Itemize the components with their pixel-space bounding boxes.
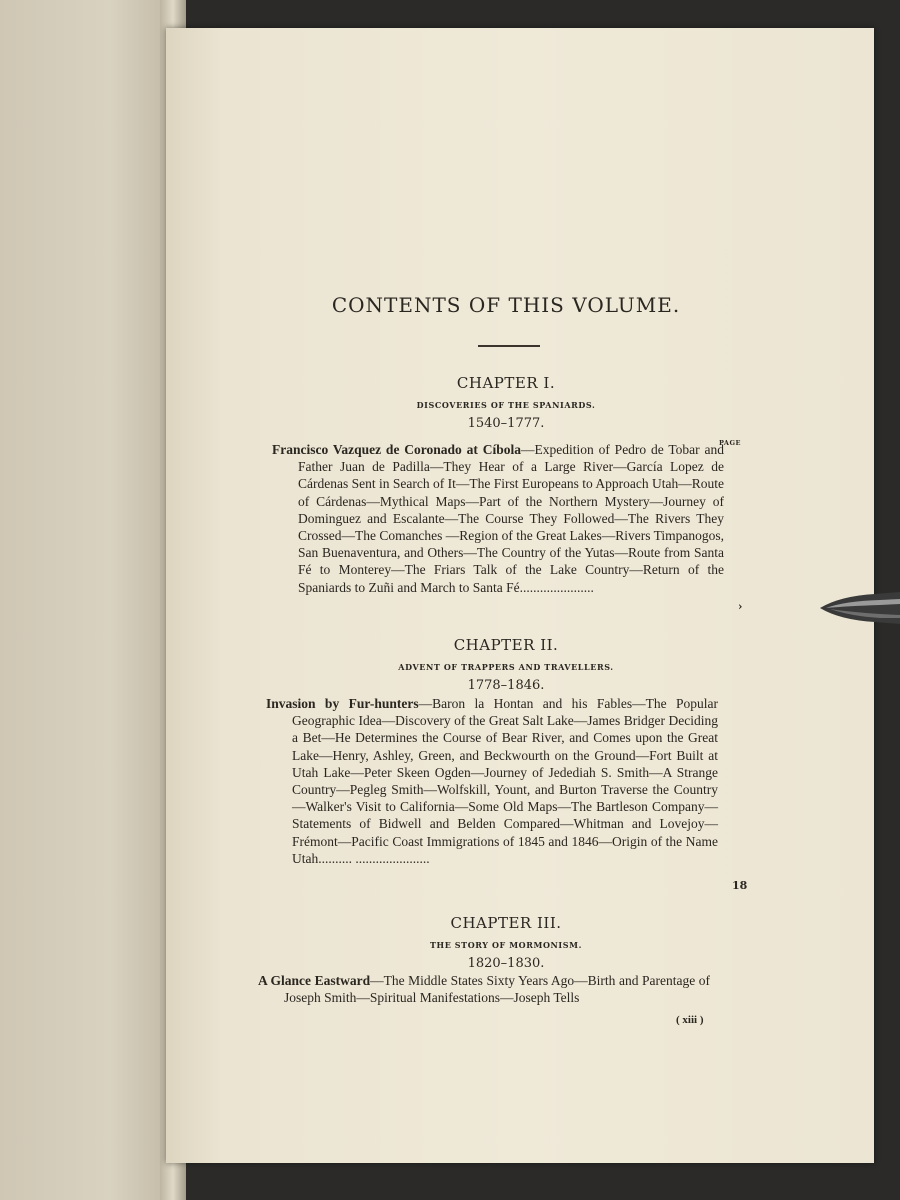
chapter-1-text: —Expedition of Pedro de Tobar and Father Juan de Padilla—They Hear of a Large River—García Lopez de Cárdenas Sent in Search of It—The First Europeans to Approach Utah—Route of Cárdenas—Mythical Maps—Part of the Northern Mystery—Journey of Dominguez and Escalante—The Course They Followed—The Rivers They Crossed—The Comanches —Region of the Great Lakes—Rivers Timpanogos, San Buenaventura, and Others—The Country of the Yutas—Route from Santa Fé to Monterey—The Friars Talk of the Lake Country—Return of the Spaniards to Zuñi and March to Santa Fé...................... <box>298 442 724 595</box>
chapter-2-page: 18 <box>732 879 748 892</box>
page-column-label: PAGE <box>719 439 741 447</box>
chapter-3-text: —The Middle States Sixty Years Ago—Birth and Parentage of Joseph Smith—Spiritual Manifestations—Joseph Tells <box>284 973 710 1006</box>
chapter-3-summary <box>258 972 710 1006</box>
chapter-1-heading: CHAPTER I. <box>456 374 556 392</box>
chapter-2-text: —Baron la Hontan and his Fables—The Popular Geographic Idea—Discovery of the Great Salt Lake—James Bridger Deciding a Bet—He Determines the Course of Bear River, and Comes upon the Great Lake—Henry, Ashley, Green, and Beckwourth on the Ground—Fort Built at Utah Lake—Peter Skeen Ogden—Journey of Jedediah S. Smith—A Strange Country—Pegleg Smith—Wolfskill, Yount, and Burton Traverse the Country—Walker's Visit to California—Some Old Maps—The Bartleson Company—Statements of Bidwell and Belden Compared—Whitman and Lovejoy—Frémont—Pacific Coast Immigrations of 1845 and 1846—Origin of the Name Utah.......... ...................... <box>292 696 718 866</box>
bookmark-clip <box>820 588 900 628</box>
chapter-1-page: › <box>738 600 743 613</box>
chapter-2-heading: CHAPTER II. <box>453 636 559 654</box>
chapter-1-subtitle: DISCOVERIES OF THE SPANIARDS. <box>416 400 596 410</box>
title-rule <box>478 345 540 347</box>
chapter-1-summary <box>272 441 724 596</box>
chapter-3-header <box>166 914 846 971</box>
chapter-2-dates: 1778–1846. <box>467 678 545 693</box>
page-folio: ( xiii ) <box>676 1014 704 1026</box>
chapter-3-dates: 1820–1830. <box>467 956 545 971</box>
chapter-3-subtitle: THE STORY OF MORMONISM. <box>430 940 582 950</box>
chapter-1-header <box>166 374 846 431</box>
chapter-1-lead: Francisco Vazquez de Coronado at Cíbola <box>272 442 521 457</box>
right-page <box>166 28 874 1163</box>
chapter-2-header <box>166 636 846 693</box>
chapter-2-lead: Invasion by Fur-hunters <box>266 696 419 711</box>
chapter-2-summary <box>266 695 718 867</box>
volume-title: CONTENTS OF THIS VOLUME. <box>331 293 681 317</box>
contents-page <box>166 28 874 1163</box>
chapter-3-lead: A Glance Eastward <box>258 973 371 988</box>
chapter-3-heading: CHAPTER III. <box>450 914 562 932</box>
chapter-1-dates: 1540–1777. <box>467 416 545 431</box>
left-page <box>0 0 182 1200</box>
chapter-2-subtitle: ADVENT OF TRAPPERS AND TRAVELLERS. <box>398 662 614 672</box>
